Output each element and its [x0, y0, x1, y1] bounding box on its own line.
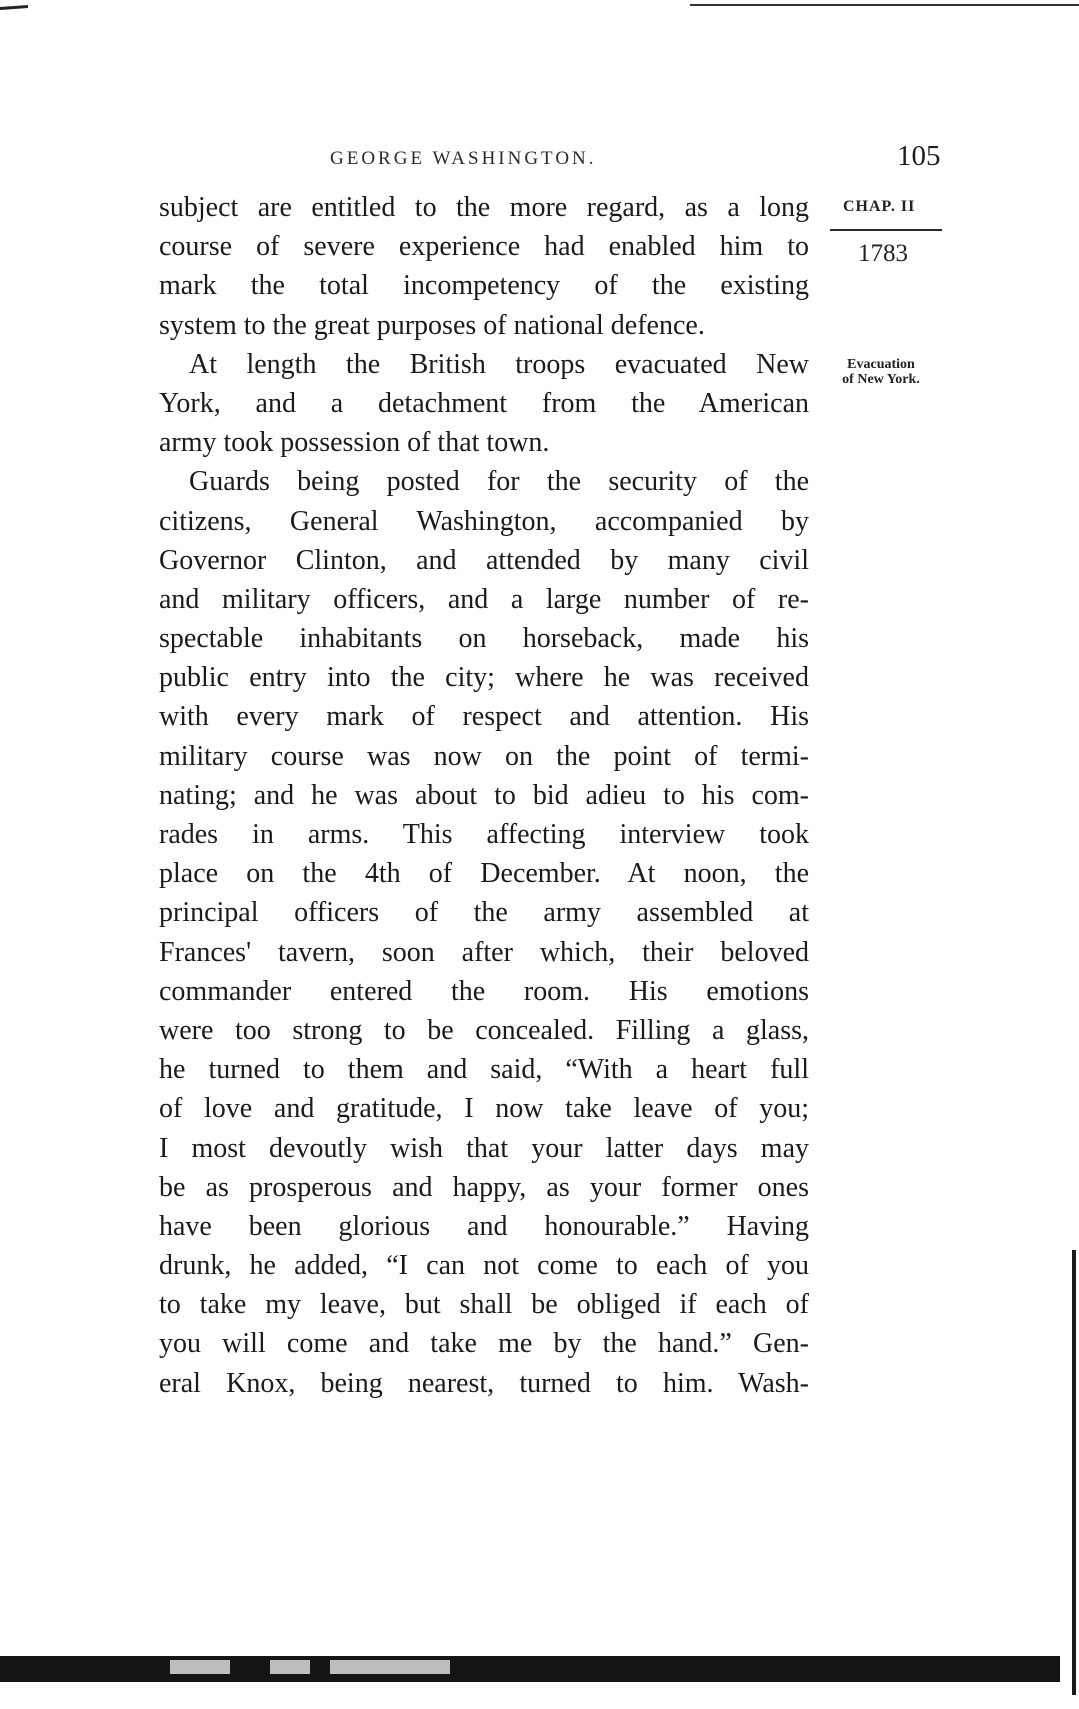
- margin-year: 1783: [858, 240, 908, 267]
- text-line: he turned to them and said, “With a heart full: [159, 1054, 809, 1086]
- margin-sidenote: [822, 357, 940, 387]
- text-line: course of severe experience had enabled him to: [159, 231, 809, 263]
- text-line: York, and a detachment from the American: [159, 387, 809, 419]
- text-line: Frances' tavern, soon after which, their beloved: [159, 936, 809, 968]
- text-line: and military officers, and a large number of re-: [159, 583, 809, 615]
- text-line: rades in arms. This affecting interview took: [159, 819, 809, 850]
- page-number: 105: [897, 140, 941, 172]
- text-line: public entry into the city; where he was received: [159, 662, 809, 694]
- top-edge-rule: [690, 4, 1079, 6]
- text-line: principal officers of the army assembled at: [159, 897, 809, 929]
- text-line: drunk, he added, “I can not come to each of you: [159, 1250, 809, 1282]
- paragraph-start-line: At length the British troops evacuated New: [189, 348, 809, 380]
- text-line: to take my leave, but shall be obliged if each of: [159, 1289, 809, 1321]
- text-line: have been glorious and honourable.” Having: [159, 1210, 809, 1242]
- text-line: army took possession of that town.: [159, 427, 550, 459]
- sidenote-line: of New York.: [842, 372, 920, 387]
- scan-bottom-edge: [0, 1656, 1060, 1682]
- body-text: [159, 188, 809, 1403]
- text-line: you will come and take me by the hand.” Gen-: [159, 1328, 809, 1360]
- chapter-rule: [830, 229, 942, 231]
- text-line: citizens, General Washington, accompanied by: [159, 505, 809, 537]
- text-line: be as prosperous and happy, as your former ones: [159, 1171, 809, 1203]
- sidenote-line: Evacuation: [847, 357, 915, 372]
- text-line: spectable inhabitants on horseback, made his: [159, 623, 809, 655]
- text-line: subject are entitled to the more regard, as a long: [159, 192, 809, 223]
- text-line: eral Knox, being nearest, turned to him. Wash-: [159, 1367, 809, 1399]
- scan-speck: [170, 1660, 230, 1674]
- text-line: I most devoutly wish that your latter days may: [159, 1132, 809, 1164]
- text-line: system to the great purposes of national defence.: [159, 309, 705, 341]
- text-line: of love and gratitude, I now take leave of you;: [159, 1093, 809, 1125]
- scan-speck: [330, 1660, 450, 1674]
- text-line: were too strong to be concealed. Filling a glass,: [159, 1014, 809, 1046]
- corner-mark: [0, 5, 28, 10]
- text-line: Governor Clinton, and attended by many civil: [159, 544, 809, 576]
- text-line: with every mark of respect and attention. His: [159, 701, 809, 733]
- running-title: GEORGE WASHINGTON.: [330, 148, 597, 169]
- text-line: place on the 4th of December. At noon, the: [159, 858, 809, 890]
- text-line: nating; and he was about to bid adieu to his com-: [159, 779, 809, 811]
- text-line: mark the total incompetency of the existing: [159, 270, 809, 302]
- page-right-edge: [1072, 1250, 1076, 1695]
- text-line: commander entered the room. His emotions: [159, 975, 809, 1007]
- scan-speck: [270, 1660, 310, 1674]
- chapter-label: CHAP. II: [843, 198, 916, 215]
- text-line: military course was now on the point of termi-: [159, 740, 809, 772]
- paragraph-start-line: Guards being posted for the security of the: [189, 466, 809, 498]
